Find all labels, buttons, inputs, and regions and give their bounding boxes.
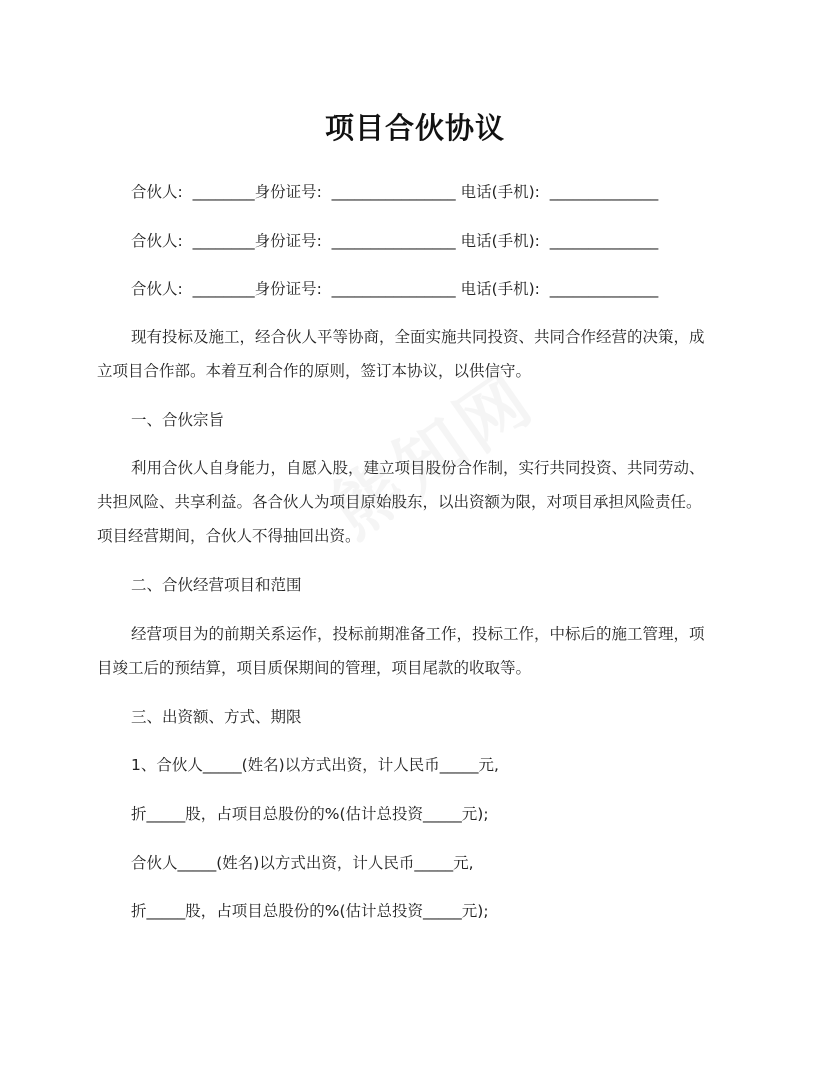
section3-heading: 三、出资额、方式、期限	[131, 708, 302, 726]
document-title: 项目合伙协议	[324, 111, 505, 145]
section3-line-1: 1、合伙人_____(姓名)以方式出资，计人民币_____元,	[131, 756, 499, 774]
partner-line-1: 合伙人: ________身份证号: ________________ 电话(手机): ______________	[131, 183, 659, 201]
partner-line-2: 合伙人: ________身份证号: ________________ 电话(手机): ______________	[131, 232, 659, 250]
section3-line-3: 合伙人_____(姓名)以方式出资，计人民币_____元,	[131, 854, 474, 872]
section1-line-2: 共担风险、共享利益。各合伙人为项目原始股东，以出资额为限，对项目承担风险责任。	[97, 493, 702, 511]
section1-heading: 一、合伙宗旨	[131, 411, 225, 429]
partner-line-3: 合伙人: ________身份证号: ________________ 电话(手机): ______________	[131, 280, 659, 298]
section1-line-3: 项目经营期间，合伙人不得抽回出资。	[97, 527, 361, 545]
intro-line-1: 现有投标及施工，经合伙人平等协商，全面实施共同投资、共同合作经营的决策，成	[131, 328, 705, 346]
intro-line-2: 立项目合作部。本着互利合作的原则，签订本协议，以供信守。	[97, 362, 532, 380]
section2-line-1: 经营项目为的前期关系运作，投标前期准备工作，投标工作，中标后的施工管理，项	[131, 625, 705, 643]
section3-line-4: 折_____股，占项目总股份的%(估计总投资_____元);	[131, 902, 489, 920]
section2-line-2: 目竣工后的预结算，项目质保期间的管理，项目尾款的收取等。	[97, 659, 532, 677]
section3-line-2: 折_____股，占项目总股份的%(估计总投资_____元);	[131, 805, 489, 823]
section2-heading: 二、合伙经营项目和范围	[131, 576, 302, 594]
section1-line-1: 利用合伙人自身能力，自愿入股，建立项目股份合作制，实行共同投资、共同劳动、	[131, 459, 705, 477]
